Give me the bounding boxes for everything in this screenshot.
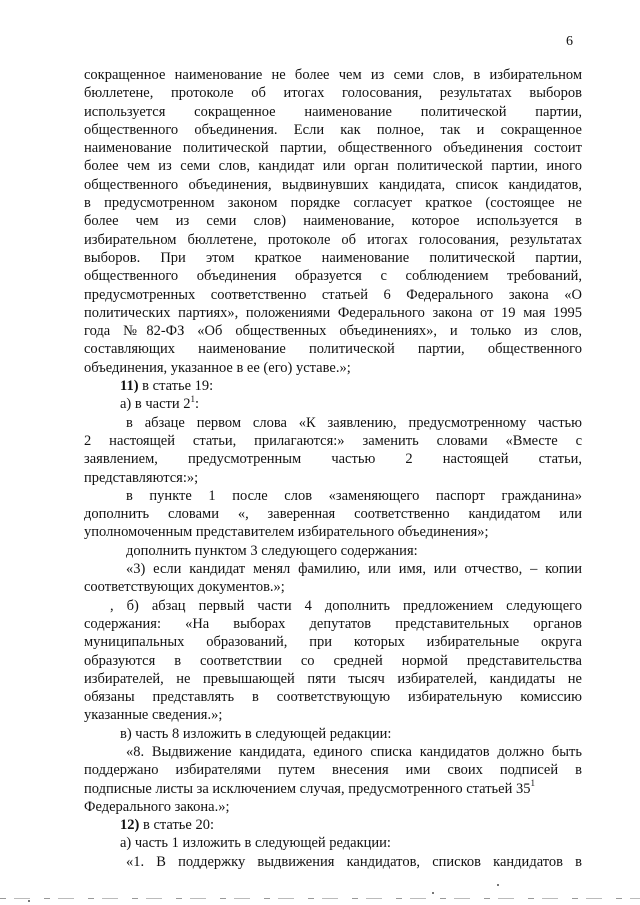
paragraph-line: в предусмотренном законом порядке согласует краткое (состоящее не	[84, 195, 582, 212]
paragraph-line: дополнить словами «, заверенная соответственно кандидатом или	[84, 506, 582, 523]
paragraph-line: в пункте 1 после слов «заменяющего паспорт гражданина»	[126, 487, 582, 504]
paragraph-line: муниципальных образований, при которых избирательные округа	[84, 634, 582, 651]
paragraph-line: дополнить пунктом 3 следующего содержания:	[126, 542, 418, 559]
item-number: 11)	[120, 378, 139, 395]
paragraph-line: поддержано избирателями путем внесения ими своих подписей в	[84, 762, 582, 779]
scan-artifact-dot	[432, 892, 434, 894]
paragraph-line: , б) абзац первый части 4 дополнить предложением следующего	[110, 597, 582, 614]
paragraph-line: года №82-ФЗ «Об общественных объединениях», и только из слов,	[84, 323, 582, 340]
paragraph-line: заявлением, предусмотренным частью 2 настоящей статьи,	[84, 451, 582, 468]
paragraph-line: составляющих наименование политической партии, общественного	[84, 341, 582, 358]
paragraph-line: наименование политической партии, общественного объединения состоит	[84, 140, 582, 157]
superscript: 1	[190, 393, 195, 404]
scan-artifact-line	[0, 898, 640, 899]
paragraph-line: Федерального закона.»;	[84, 798, 230, 815]
paragraph-line	[84, 777, 582, 798]
item-text: в статье 19:	[138, 378, 214, 395]
paragraph-line: указанные сведения.»;	[84, 707, 223, 724]
paragraph-line: политических партиях», положениями Федерального закона от 19 мая 1995	[84, 304, 582, 321]
document-body	[84, 66, 582, 871]
paragraph-line: 2 настоящей статьи, прилагаются:» заменить словами «Вместе с	[84, 432, 582, 449]
paragraph-line: а) часть 1 изложить в следующей редакции:	[120, 835, 391, 852]
line-text: подписные листы за исключением случая, предусмотренного статьей 35	[84, 780, 531, 797]
subitem-text: а) в части 2	[120, 396, 191, 413]
paragraph-line: содержания: «На выборах депутатов представительных органов	[84, 615, 582, 632]
paragraph-line: уполномоченным представителем избирательного объединения»;	[84, 524, 489, 541]
superscript: 1	[530, 777, 535, 788]
scan-artifact-dot	[28, 900, 30, 902]
scan-artifact-dot	[497, 884, 499, 886]
item-11-heading	[84, 377, 582, 395]
paragraph-line: более чем из семи слов) наименование, которое используется в	[84, 213, 582, 230]
subitem-suffix: :	[195, 396, 200, 413]
continued-paragraph	[84, 66, 582, 377]
paragraph-line: соответствующих документов.»;	[84, 579, 285, 596]
paragraph-line: «1. В поддержку выдвижения кандидатов, списков кандидатов в	[126, 853, 582, 870]
paragraph-line: представляются:»;	[84, 469, 199, 486]
paragraph-line: объединения, указанное в ее (его) уставе.»;	[84, 359, 351, 376]
paragraph-line: в) часть 8 изложить в следующей редакции:	[120, 725, 392, 742]
paragraph-line: более чем из семи слов, кандидат или орган политической партии, иного	[84, 158, 582, 175]
page-number: 6	[566, 34, 573, 49]
paragraph-line: выборов. При этом краткое наименование политической партии,	[84, 249, 582, 266]
paragraph-line: «3) если кандидат менял фамилию, или имя, или отчество, – копии	[126, 561, 582, 578]
paragraph-line: бюллетене, протоколе об итогах голосования, результатах выборов	[84, 85, 582, 102]
item-text: в статье 20:	[139, 817, 214, 834]
paragraph-line: общественного объединения, выдвинувших кандидата, список кандидатов,	[84, 176, 582, 193]
paragraph-line: предусмотренных соответственно статьей 6 Федерального закона «О	[84, 286, 582, 303]
paragraph-line: избирателей, не превышающей пяти тысяч избирателей, кандидаты не	[84, 670, 582, 687]
paragraph-line: в абзаце первом слова «К заявлению, предусмотренному частью	[126, 414, 582, 431]
subitem-a-part2	[84, 395, 582, 413]
paragraph-line: обязаны представлять в соответствующую избирательную комиссию	[84, 689, 582, 706]
paragraph-line: «8. Выдвижение кандидата, единого списка кандидатов должно быть	[126, 743, 582, 760]
paragraph-line: общественного объединения. Если как полное, так и сокращенное	[84, 121, 582, 138]
item-number: 12)	[120, 817, 140, 834]
paragraph-line: используется сокращенное наименование политической партии,	[84, 103, 582, 120]
item-12-heading	[84, 816, 582, 834]
paragraph-line: образуются в соответствии со средней нормой представительства	[84, 652, 582, 669]
paragraph-line: сокращенное наименование не более чем из семи слов, в избирательном	[84, 67, 582, 83]
paragraph-line: избирательном бюллетене, протоколе об итогах голосования, результатах	[84, 231, 582, 248]
paragraph-line: общественного объединения образуется с соблюдением требований,	[84, 268, 582, 285]
